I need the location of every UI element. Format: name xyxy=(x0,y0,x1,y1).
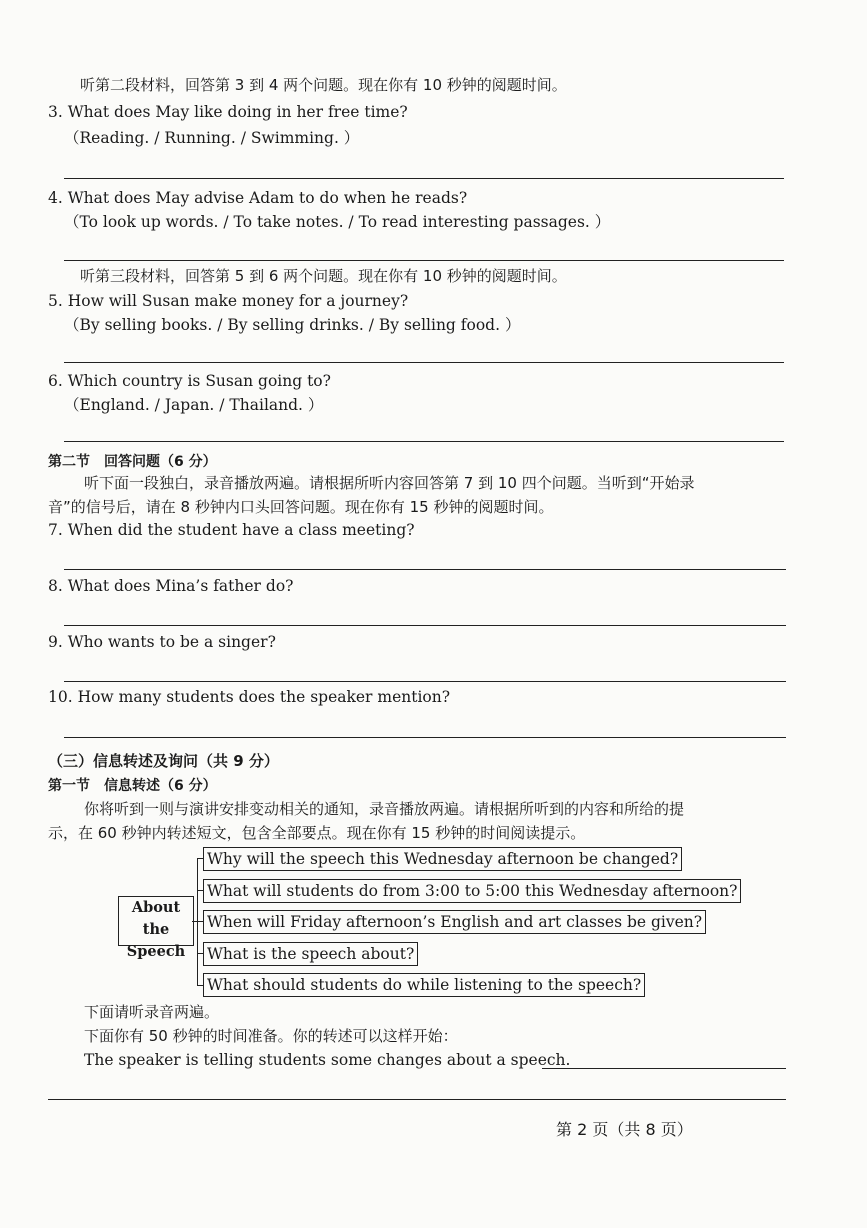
diagram-topic-label-1: About the xyxy=(131,899,181,938)
question-8: 8. What does Mina’s father do? xyxy=(48,577,294,595)
diagram-topic-box xyxy=(118,896,194,960)
listening-intro-2: 听第二段材料，回答第 3 到 4 两个问题。现在你有 10 秒钟的阅题时间。 xyxy=(80,76,567,94)
diagram-topic-label-2: Speech xyxy=(126,943,186,960)
prompt-box-5: What should students do while listening to the speech? xyxy=(203,973,645,997)
question-10: 10. How many students does the speaker mention? xyxy=(48,688,451,706)
part-3-instructions-line-1: 你将听到一则与演讲安排变动相关的通知，录音播放两遍。请根据所听到的内容和所给的提 xyxy=(84,800,685,818)
question-9: 9. Who wants to be a singer? xyxy=(48,633,276,651)
question-3-options: （Reading. / Running. / Swimming. ） xyxy=(64,129,360,147)
prompt-box-2: What will students do from 3:00 to 5:00 this Wednesday afternoon? xyxy=(203,879,741,903)
question-4: 4. What does May advise Adam to do when he reads? xyxy=(48,189,468,207)
answer-line-10[interactable] xyxy=(64,737,786,738)
question-5: 5. How will Susan make money for a journey? xyxy=(48,292,409,310)
prepare-instruction: 下面你有 50 秒钟的时间准备。你的转述可以这样开始： xyxy=(84,1027,458,1045)
answer-line-7[interactable] xyxy=(64,569,786,570)
answer-line-6[interactable] xyxy=(64,441,784,442)
prompt-box-3: When will Friday afternoon’s English and art classes be given? xyxy=(203,910,706,934)
part-3-instructions-line-2: 示，在 60 秒钟内转述短文，包含全部要点。现在你有 15 秒钟的时间阅读提示。 xyxy=(48,824,586,842)
retell-answer-line-1[interactable] xyxy=(542,1068,786,1069)
answer-line-3[interactable] xyxy=(64,178,784,179)
question-3: 3. What does May like doing in her free time? xyxy=(48,103,408,121)
question-6: 6. Which country is Susan going to? xyxy=(48,372,331,390)
page-footer: 第 2 页（共 8 页） xyxy=(556,1120,693,1139)
prompt-box-4: What is the speech about? xyxy=(203,942,418,966)
answer-line-4[interactable] xyxy=(64,260,784,261)
listening-intro-3: 听第三段材料，回答第 5 到 6 两个问题。现在你有 10 秒钟的阅题时间。 xyxy=(80,267,567,285)
section-2-heading: 第二节 回答问题（6 分） xyxy=(48,454,217,470)
part-3-heading: （三）信息转述及询问（共 9 分） xyxy=(48,752,279,770)
answer-line-8[interactable] xyxy=(64,625,786,626)
section-2-instructions-line-2: 音”的信号后，请在 8 秒钟内口头回答问题。现在你有 15 秒钟的阅题时间。 xyxy=(48,498,554,516)
retell-starter: The speaker is telling students some changes about a speech. xyxy=(84,1051,571,1069)
retell-answer-line-2[interactable] xyxy=(48,1099,786,1100)
listen-instruction: 下面请听录音两遍。 xyxy=(84,1003,220,1021)
diagram-bracket xyxy=(197,858,198,986)
answer-line-5[interactable] xyxy=(64,362,784,363)
section-2-instructions-line-1: 听下面一段独白，录音播放两遍。请根据所听内容回答第 7 到 10 四个问题。当听到“开始录 xyxy=(84,474,695,492)
question-5-options: （By selling books. / By selling drinks. / By selling food. ） xyxy=(64,316,521,334)
question-4-options: （To look up words. / To take notes. / To read interesting passages. ） xyxy=(64,213,611,231)
prompt-box-1: Why will the speech this Wednesday afternoon be changed? xyxy=(203,847,682,871)
answer-line-9[interactable] xyxy=(64,681,786,682)
question-6-options: （England. / Japan. / Thailand. ） xyxy=(64,396,324,414)
question-7: 7. When did the student have a class meeting? xyxy=(48,521,415,539)
part-3-section-1-heading: 第一节 信息转述（6 分） xyxy=(48,778,217,794)
